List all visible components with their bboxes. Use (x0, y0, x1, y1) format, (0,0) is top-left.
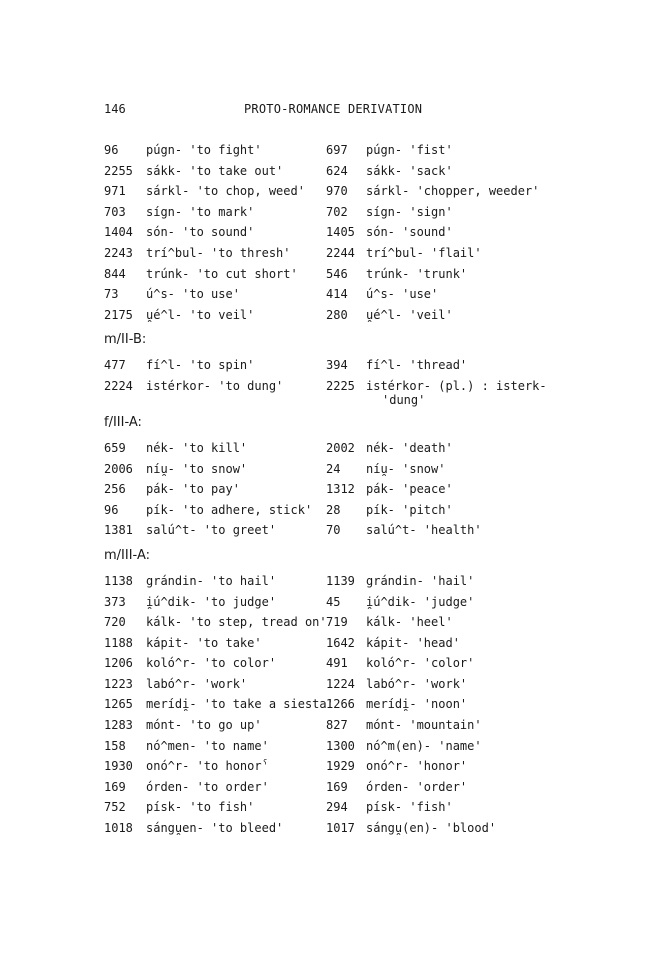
section-heading: m/III-A: (104, 547, 150, 563)
entry-verb: mónt- 'to go up' (146, 718, 262, 733)
entry-number-verb: 96 (104, 502, 119, 517)
entry-number-verb: 73 (104, 287, 119, 302)
entry-number-verb: 1283 (104, 718, 133, 733)
entry-noun: sákk- 'sack' (366, 163, 453, 178)
entry-verb: salú^t- 'to greet' (146, 523, 277, 538)
entry-verb: fí^l- 'to spin' (146, 358, 255, 373)
entry-row (104, 307, 564, 328)
entry-verb: kápit- 'to take' (146, 635, 262, 650)
entry-row (104, 779, 564, 800)
entry-number-noun: 1139 (326, 573, 355, 588)
entry-number-noun: 1224 (326, 676, 355, 691)
entry-row (104, 183, 564, 204)
entry-number-verb: 720 (104, 615, 126, 630)
entry-verb: istérkor- 'to dung' (146, 378, 284, 393)
entry-number-verb: 477 (104, 358, 126, 373)
entry-verb: sígn- 'to mark' (146, 204, 255, 219)
entry-number-noun: 28 (326, 502, 341, 517)
entry-row (104, 799, 564, 820)
entry-verb: labó^r- 'work' (146, 676, 248, 691)
entry-noun: labó^r- 'work' (366, 676, 468, 691)
entry-verb: kálk- 'to step, tread on' (146, 615, 327, 630)
entry-noun: nó^m(en)- 'name' (366, 738, 482, 753)
entry-noun: sígn- 'sign' (366, 204, 453, 219)
entry-row (104, 286, 564, 307)
entry-number-verb: 2006 (104, 461, 133, 476)
entry-verb: sángu̯en- 'to bleed' (146, 821, 284, 836)
entry-number-noun: 702 (326, 204, 348, 219)
entry-number-noun: 491 (326, 656, 348, 671)
entry-noun: kálk- 'heel' (366, 615, 453, 630)
entry-verb: ú^s- 'to use' (146, 287, 240, 302)
entry-verb: sárkl- 'to chop, weed' (146, 184, 305, 199)
entry-verb: grándin- 'to hail' (146, 573, 277, 588)
entry-number-verb: 1223 (104, 676, 133, 691)
entry-number-noun: 697 (326, 143, 348, 157)
entry-noun: istérkor- (pl.) : isterk- 'dung' (366, 378, 547, 407)
entry-verb: púgn- 'to fight' (146, 143, 262, 157)
entry-verb: sákk- 'to take out' (146, 163, 284, 178)
entry-number-noun: 1300 (326, 738, 355, 753)
entry-verb: trúnk- 'to cut short' (146, 266, 298, 281)
entry-number-noun: 1929 (326, 759, 355, 774)
section (104, 142, 564, 327)
entry-verb: pák- 'to pay' (146, 482, 240, 497)
entry-row (104, 717, 564, 738)
entry-number-noun: 1017 (326, 821, 355, 836)
entry-verb: níu̯- 'to snow' (146, 461, 248, 476)
entry-row (104, 594, 564, 615)
entry-number-noun: 719 (326, 615, 348, 630)
entry-noun: merídi̯- 'noon' (366, 697, 468, 712)
entry-verb: trí^bul- 'to thresh' (146, 245, 291, 260)
entry-row (104, 142, 564, 163)
section-heading: f/III-A: (104, 414, 142, 430)
entry-row (104, 378, 564, 410)
entry-number-verb: 2224 (104, 378, 133, 393)
entry-row (104, 245, 564, 266)
entry-noun: salú^t- 'health' (366, 523, 482, 538)
entry-noun: kápit- 'head' (366, 635, 460, 650)
word-list (104, 142, 564, 841)
entry-number-verb: 1930 (104, 759, 133, 774)
entry-row (104, 502, 564, 523)
entry-noun: són- 'sound' (366, 225, 453, 240)
entry-number-verb: 1138 (104, 573, 133, 588)
entry-noun: ú^s- 'use' (366, 287, 439, 302)
entry-number-verb: 1188 (104, 635, 133, 650)
entry-verb: onó^r- 'to honorˁ (146, 759, 269, 774)
entry-noun: i̯ú^dik- 'judge' (366, 594, 475, 609)
entry-verb: nék- 'to kill' (146, 440, 248, 455)
entry-row (104, 676, 564, 697)
entry-row (104, 461, 564, 482)
entry-number-verb: 2255 (104, 163, 133, 178)
entry-number-noun: 24 (326, 461, 341, 476)
entry-row (104, 738, 564, 759)
entry-number-noun: 414 (326, 287, 348, 302)
entry-row (104, 573, 564, 594)
entry-number-noun: 2225 (326, 378, 355, 393)
entry-row (104, 163, 564, 184)
entry-number-noun: 1266 (326, 697, 355, 712)
entry-row (104, 655, 564, 676)
entry-verb: merídi̯- 'to take a siesta' (146, 697, 334, 712)
entry-number-verb: 971 (104, 184, 126, 199)
entry-verb: órden- 'to order' (146, 779, 269, 794)
entry-noun: púgn- 'fist' (366, 143, 453, 157)
entry-row (104, 820, 564, 841)
entry-verb: koló^r- 'to color' (146, 656, 277, 671)
entry-verb: i̯ú^dik- 'to judge' (146, 594, 277, 609)
entry-number-verb: 373 (104, 594, 126, 609)
entry-number-verb: 703 (104, 204, 126, 219)
entry-noun: sárkl- 'chopper, weeder' (366, 184, 540, 199)
entry-row (104, 522, 564, 543)
entry-noun-continuation: 'dung' (382, 392, 426, 407)
entry-number-noun: 45 (326, 594, 341, 609)
entry-verb: nó^men- 'to name' (146, 738, 269, 753)
entry-number-noun: 1405 (326, 225, 355, 240)
entry-number-noun: 624 (326, 163, 348, 178)
entry-number-noun: 1312 (326, 482, 355, 497)
entry-row (104, 204, 564, 225)
entry-noun: pák- 'peace' (366, 482, 453, 497)
entry-row (104, 481, 564, 502)
entry-noun: onó^r- 'honor' (366, 759, 468, 774)
entry-verb: pík- 'to adhere, stick' (146, 502, 313, 517)
entry-number-verb: 1206 (104, 656, 133, 671)
section (104, 327, 564, 410)
entry-number-noun: 2244 (326, 245, 355, 260)
entry-noun: písk- 'fish' (366, 800, 453, 815)
entry-number-noun: 70 (326, 523, 341, 538)
section (104, 543, 564, 841)
entry-noun: pík- 'pitch' (366, 502, 453, 517)
entry-noun: mónt- 'mountain' (366, 718, 482, 733)
entry-noun: sángu̯(en)- 'blood' (366, 821, 497, 836)
page-number: 146 (104, 102, 126, 116)
entry-number-verb: 1381 (104, 523, 133, 538)
entry-noun: grándin- 'hail' (366, 573, 475, 588)
entry-noun: nék- 'death' (366, 440, 453, 455)
entry-number-verb: 659 (104, 440, 126, 455)
entry-number-noun: 546 (326, 266, 348, 281)
entry-row (104, 696, 564, 717)
entry-noun: níu̯- 'snow' (366, 461, 446, 476)
running-head: PROTO-ROMANCE DERIVATION (244, 102, 423, 116)
entry-number-verb: 1404 (104, 225, 133, 240)
entry-row (104, 440, 564, 461)
entry-number-verb: 752 (104, 800, 126, 815)
section-heading: m/II-B: (104, 332, 147, 348)
entry-number-noun: 394 (326, 358, 348, 373)
entry-number-verb: 158 (104, 738, 126, 753)
entry-number-verb: 844 (104, 266, 126, 281)
entry-number-verb: 169 (104, 779, 126, 794)
entry-noun: órden- 'order' (366, 779, 468, 794)
entry-verb: písk- 'to fish' (146, 800, 255, 815)
entry-verb: són- 'to sound' (146, 225, 255, 240)
entry-row (104, 357, 564, 378)
entry-number-noun: 169 (326, 779, 348, 794)
entry-noun: trí^bul- 'flail' (366, 245, 482, 260)
entry-number-verb: 1265 (104, 697, 133, 712)
entry-verb: u̯é^l- 'to veil' (146, 307, 255, 322)
entry-number-noun: 294 (326, 800, 348, 815)
entry-number-noun: 280 (326, 307, 348, 322)
entry-row (104, 266, 564, 287)
entry-noun: u̯é^l- 'veil' (366, 307, 453, 322)
entry-number-noun: 970 (326, 184, 348, 199)
entry-row (104, 635, 564, 656)
entry-number-verb: 96 (104, 143, 119, 157)
entry-noun: trúnk- 'trunk' (366, 266, 468, 281)
entry-number-noun: 1642 (326, 635, 355, 650)
entry-number-verb: 2243 (104, 245, 133, 260)
entry-row (104, 758, 564, 779)
entry-number-noun: 2002 (326, 440, 355, 455)
entry-noun: koló^r- 'color' (366, 656, 475, 671)
entry-noun: fí^l- 'thread' (366, 358, 468, 373)
entry-number-noun: 827 (326, 718, 348, 733)
entry-row (104, 224, 564, 245)
entry-number-verb: 2175 (104, 307, 133, 322)
entry-row (104, 614, 564, 635)
section (104, 410, 564, 543)
entry-number-verb: 256 (104, 482, 126, 497)
entry-number-verb: 1018 (104, 821, 133, 836)
